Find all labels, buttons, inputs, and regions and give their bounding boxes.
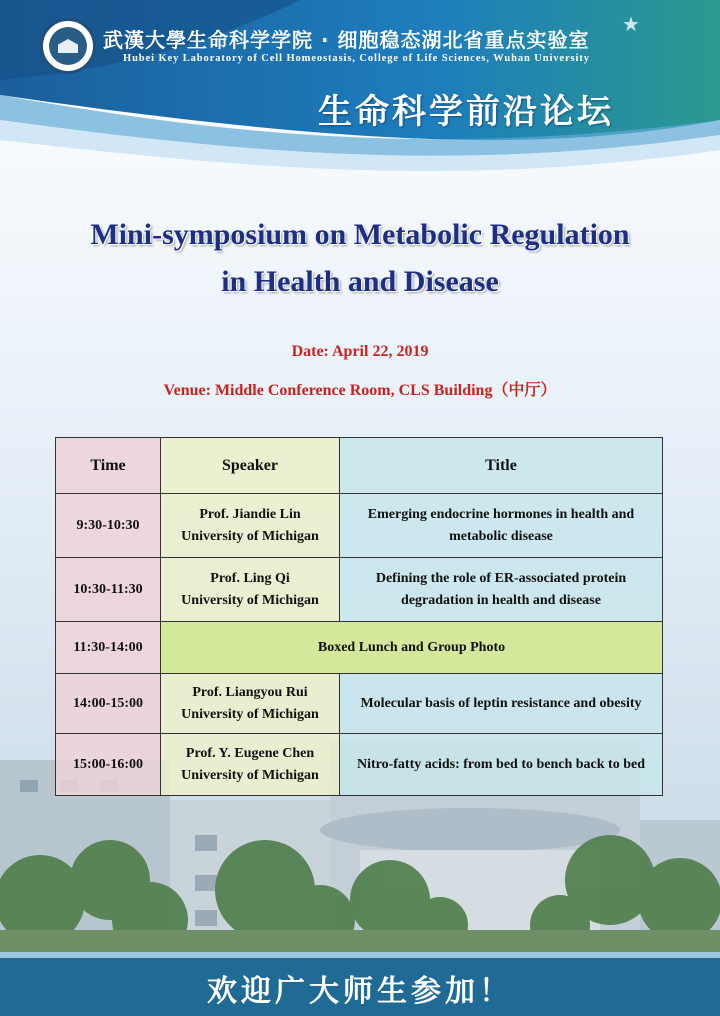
event-venue: Venue: Middle Conference Room, CLS Building（中厅） [163,382,557,399]
star-icon: ★ [622,14,640,36]
talk-title-line: metabolic disease [449,528,553,544]
speaker-affiliation: University of Michigan [181,767,319,783]
row-speaker [161,674,340,734]
event-title-line1: Mini-symposium on Metabolic Regulation [90,218,630,251]
talk-title-line: Emerging endocrine hormones in health and [367,506,635,522]
row-time: 14:00-15:00 [56,674,161,734]
table-row [56,674,663,734]
table-row [56,494,663,558]
speaker-name: Prof. Liangyou Rui [192,684,308,700]
institution-name-cn: 武漢大學生命科学学院 · 细胞稳态湖北省重点实验室 [103,28,590,52]
row-talk-title [340,674,663,734]
talk-title-line: degradation in health and disease [401,592,601,608]
header-title: Title [340,438,663,494]
university-logo [40,18,96,74]
table-row [56,558,663,622]
welcome-message: 欢迎广大师生参加！ [207,974,513,1009]
row-time: 9:30-10:30 [56,494,161,558]
header-time: Time [56,438,161,494]
schedule-table [55,437,663,796]
speaker-affiliation: University of Michigan [181,592,319,608]
speaker-affiliation: University of Michigan [181,528,319,544]
table-header-row [56,438,663,494]
event-date: Date: April 22, 2019 [291,343,429,360]
row-talk-title [340,558,663,622]
talk-title-line: Molecular basis of leptin resistance and obesity [360,695,642,711]
speaker-affiliation: University of Michigan [181,706,319,722]
header-speaker: Speaker [161,438,340,494]
speaker-name: Prof. Y. Eugene Chen [185,745,315,761]
row-time: 11:30-14:00 [56,622,161,674]
speaker-name: Prof. Ling Qi [210,570,290,586]
talk-title-line: Nitro-fatty acids: from bed to bench back to bed [356,756,646,772]
row-talk-title [340,734,663,796]
forum-title: 生命科学前沿论坛 [318,92,614,132]
row-talk-title [340,494,663,558]
row-speaker [161,558,340,622]
speaker-name: Prof. Jiandie Lin [199,506,301,522]
institution-name-en: Hubei Key Laboratory of Cell Homeostasis, College of Life Sciences, Wuhan University [123,53,590,64]
row-speaker [161,494,340,558]
table-row [56,734,663,796]
row-time: 10:30-11:30 [56,558,161,622]
lunch-break-cell: Boxed Lunch and Group Photo [161,622,663,674]
row-speaker [161,734,340,796]
event-title-line2: in Health and Disease [221,265,499,298]
talk-title-line: Defining the role of ER-associated protein [375,570,627,586]
row-time: 15:00-16:00 [56,734,161,796]
table-row-break [56,622,663,674]
